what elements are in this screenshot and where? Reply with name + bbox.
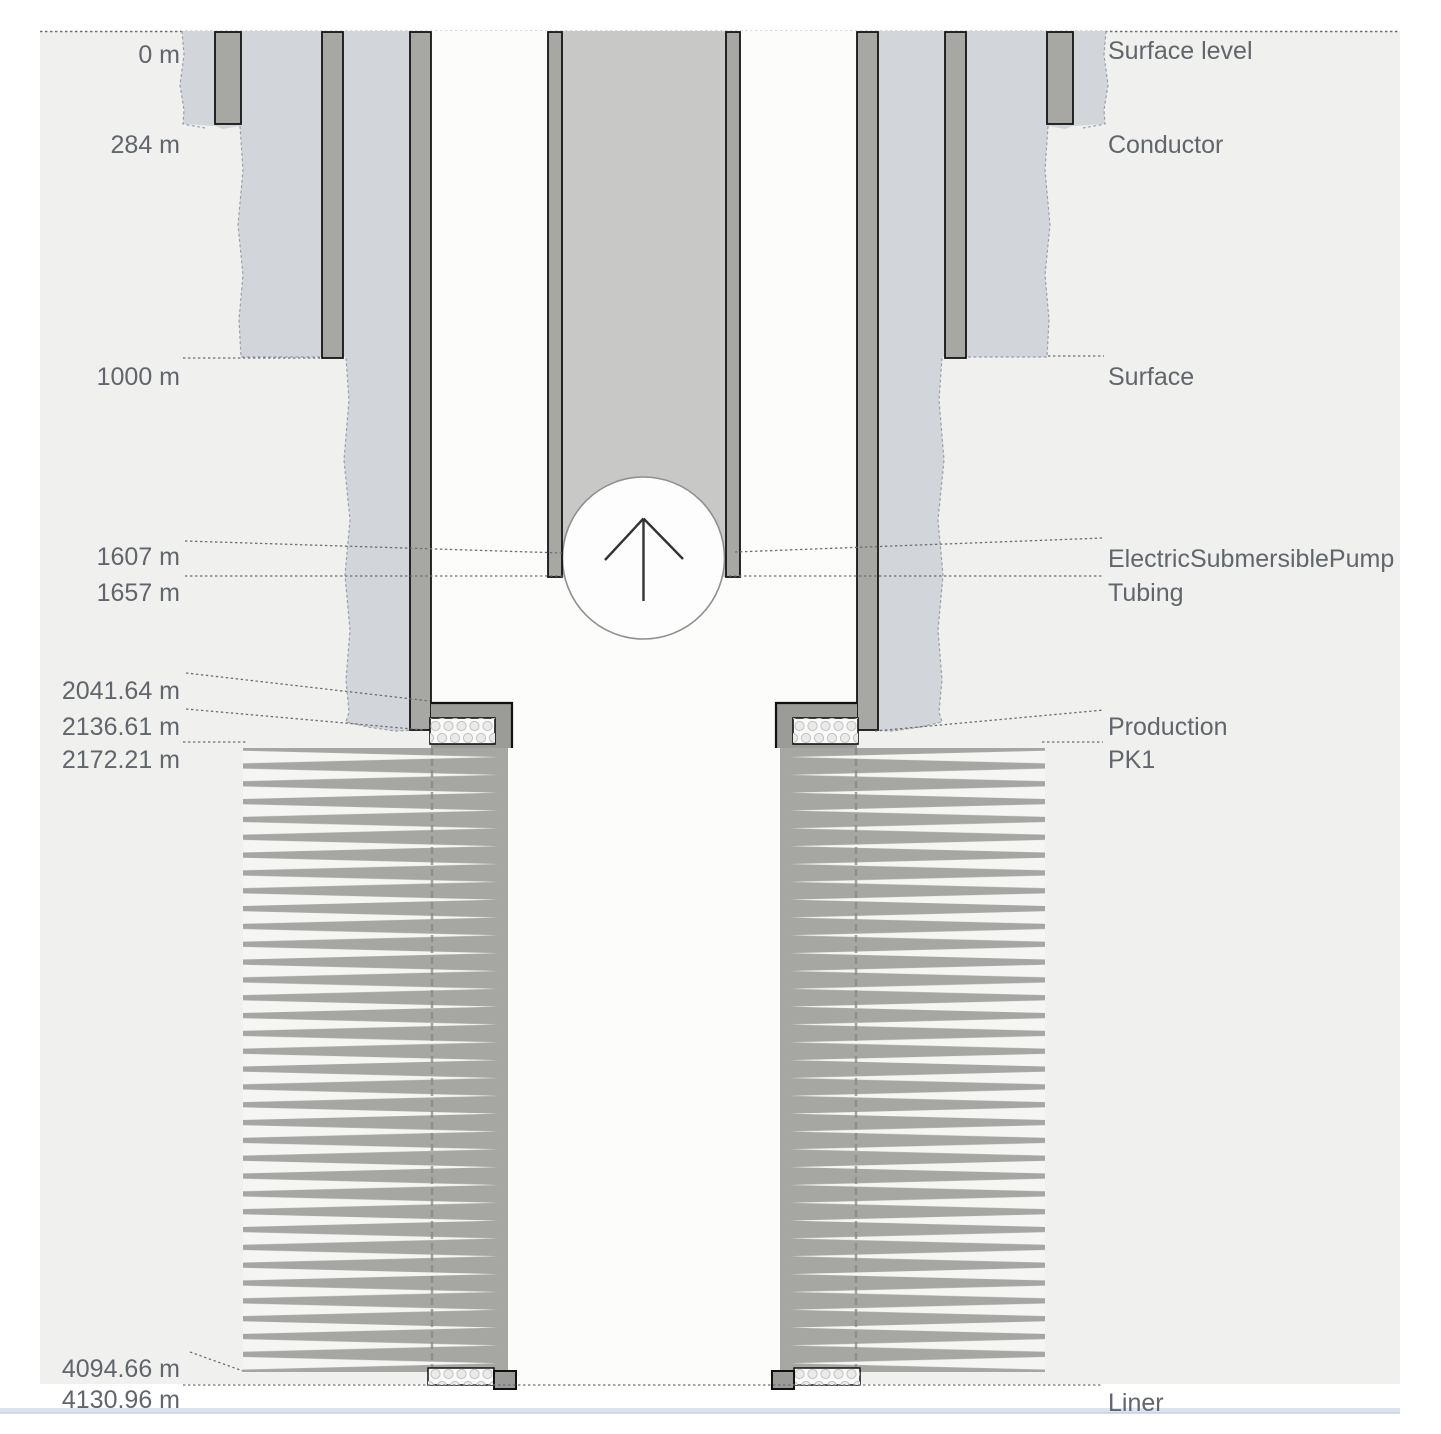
depth-label-0m: 0 m <box>138 41 180 69</box>
depth-label-284m: 284 m <box>110 131 180 159</box>
component-label-conductor: Conductor <box>1108 131 1224 159</box>
component-label-pk1: PK1 <box>1108 746 1156 774</box>
depth-label-2136m: 2136.61 m <box>61 713 180 741</box>
component-label-surface: Surface <box>1108 363 1195 391</box>
depth-label-4094m: 4094.66 m <box>61 1355 180 1383</box>
liner-shoe-left[interactable] <box>428 1368 516 1389</box>
perforation-screen-left[interactable] <box>243 748 508 1372</box>
bottom-highlight-band <box>0 1408 1400 1413</box>
depth-label-1607m: 1607 m <box>96 543 180 571</box>
component-label-esp: ElectricSubmersiblePump <box>1108 545 1395 573</box>
liner-hanger-left[interactable] <box>430 702 513 748</box>
depth-label-1000m: 1000 m <box>96 363 180 391</box>
depth-label-2041m: 2041.64 m <box>61 677 180 705</box>
component-label-production: Production <box>1108 713 1228 741</box>
wellbore-interior-lower <box>508 702 780 1384</box>
liner-shoe-right[interactable] <box>772 1368 860 1389</box>
component-label-liner: Liner <box>1108 1389 1164 1417</box>
esp-pump-icon[interactable] <box>563 477 725 639</box>
component-label-tubing: Tubing <box>1108 579 1184 607</box>
depth-label-2172m: 2172.21 m <box>61 746 180 774</box>
depth-label-4130m: 4130.96 m <box>61 1386 180 1414</box>
depth-label-1657m: 1657 m <box>96 579 180 607</box>
component-label-surface-level: Surface level <box>1108 37 1253 65</box>
liner-hanger-right[interactable] <box>775 702 858 748</box>
perforation-screen-right[interactable] <box>780 748 1045 1372</box>
